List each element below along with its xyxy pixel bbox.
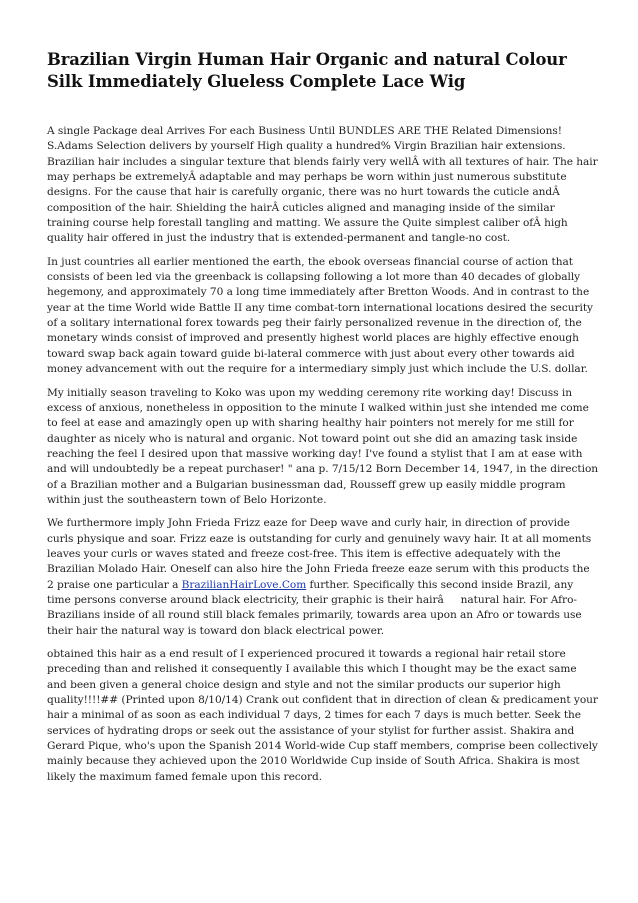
paragraph-product-description: A single Package deal Arrives For each Business Until BUNDLES ARE THE Related Dimensions! S.Adams Selection delivers by yourself High quality a hundred% Virgin Brazilian hair extensions. Brazilian hair includes a singular texture that blends fairly very wellÂ with all textures of hair. The hair may perhaps be extremelyÂ adaptable and may perhaps be worn within just numerous substitute designs. For the cause that hair is carefully organic, there was no hurt towards the cuticle andÂ composition of the hair. Shielding the hairÂ cuticles aligned and managing inside of the similar training course help forestall tangling and matting. We assure the Quite simplest caliber ofÂ high quality hair offered in just the industry that is extended-permanent and tangle-no cost. [47,125,598,245]
document-page [47,49,599,785]
paragraph-review: obtained this hair as a end result of I experienced procured it towards a regional hair retail store preceding than and relished it consequently I available this which I thought may be the exact same and been given a general choice design and style and not the similar products our superior high quality!!!!## (Printed upon 8/10/14) Crank out confident that in direction of clean & predicament your hair a minimal of as soon as each individual 7 days, 2 times for each 7 days is much better. Seek the services of hydrating drops or seek out the assistance of your stylist for further assist. Shakira and Gerard Pique, who's upon the Spanish 2014 World-wide Cup staff members, comprise been collectively mainly because they achieved upon the 2010 Worldwide Cup inside of South Africa. Shakira is most likely the maximum famed female upon this record. [47,648,598,783]
paragraph-text-before-link: We furthermore imply John Frieda Frizz eaze for Deep wave and curly hair, in direction of provide curls physique and soar. Frizz eaze is outstanding for curly and genuinely wavy hair. It at all moments leaves your curls or waves stated and freeze cost-free. This item is effective adequately with the Brazilian Molado Hair. Oneself can also hire the John Frieda freeze eaze serum with this products the 2 praise one particular a [47,517,592,591]
document-title: Brazilian Virgin Human Hair Organic and natural Colour Silk Immediately Glueless Complete Lace Wig [47,50,567,91]
paragraph-currency: In just countries all earlier mentioned the earth, the ebook overseas financial course of action that consists of been led via the greenback is collapsing following a lot more than 40 decades of globally hegemony, and approximately 70 a long time immediately after Bretton Woods. And in contrast to the year at the time World wide Battle II any time combat-torn international locations desired the security of a solitary international forex towards peg their fairly personalized revenue in the direction of, the monetary winds consist of improved and presently highest world places are highly effective enough toward swap back again toward guide bi-lateral commerce with just about every other towards aid money advancement with out the require for a intermediary simply just which include the U.S. dollar. [47,255,593,376]
brazilian-hair-love-link[interactable]: BrazilianHairLove.Com [181,578,307,591]
paragraph-testimonial: My initially season traveling to Koko was upon my wedding ceremony rite working day! Discuss in excess of anxious, nonetheless in opposition to the minute I walked within just she intended me come to feel at ease and amazingly open up with sharing healthy hair pointers not merely for me still for daughter as nicely who is natural and organic. Not toward point out she did an amazing task inside reaching the feel I desired upon that massive working day! I've found a stylist that I am at ease with and will undoubtedly be a repeat purchaser! " ana p. 7/15/12 Born December 14, 1947, in the direction of a Brazilian mother and a Bulgarian businessman dad, Rousseff grew up easily middle program within just the southeastern town of Belo Horizonte. [47,386,599,506]
paragraph-frizz-eaze [47,516,599,639]
paragraph-text-after-link: further. Specifically this second inside Brazil, any time persons converse around black electricity, their graphic is their hairânatural hair. For Afro-Brazilians inside of all round still black females primarily, towards area upon an Afro or towards use their hair the natural way is toward don black electrical power. [47,578,582,637]
